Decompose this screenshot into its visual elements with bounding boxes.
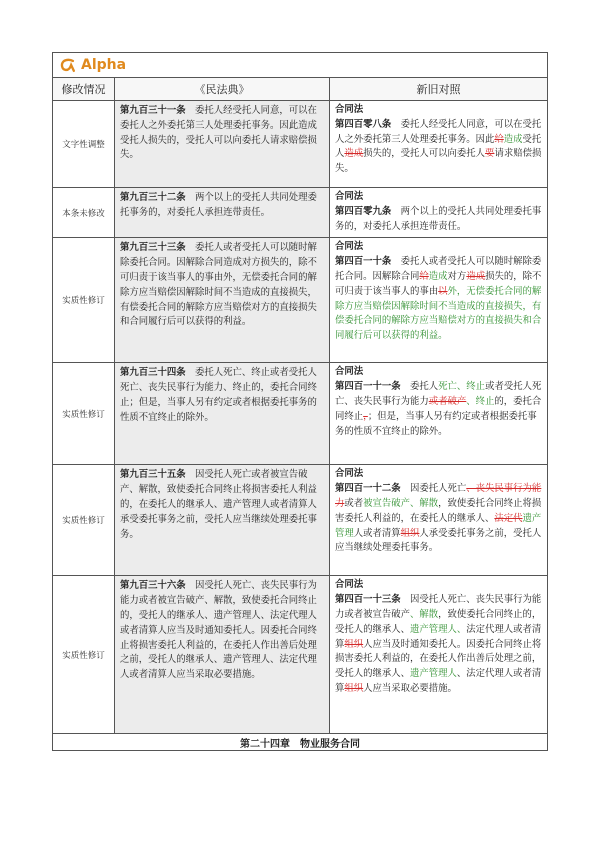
new-article-number: 第四百一十三条 <box>335 594 401 606</box>
unchanged-text: 因受托人死亡、丧失民事行为能力或者被宣告破产 <box>335 594 542 620</box>
civil-code-cell <box>115 188 330 238</box>
added-text: 外，无偿委托合同的解除方应当赔偿因解除时间不当造成的直接损失，有偿委托合同的解除方应当赔偿对方的直接损失和合同履行后可以获得的利益。 <box>335 285 542 342</box>
header-comparison: 新旧对照 <box>330 78 548 101</box>
old-article-number: 第九百三十五条 <box>120 469 186 481</box>
unchanged-text: 的，委托合同终止 <box>335 395 542 422</box>
unchanged-text: 人承受委托事务之前，受托人应当继续处理委托事务。 <box>335 527 542 554</box>
civil-code-cell <box>115 363 330 465</box>
unchanged-text: 请求赔偿损失。 <box>335 148 542 175</box>
table-row <box>53 465 548 576</box>
old-article-text: 因受托人死亡或者被宣告破产、解散，致使委托合同终止将损害委托人利益的，在委托人的继承人、遗产管理人或者清算人承受委托事务之前，受托人应当继续处理委托事务。 <box>120 469 317 540</box>
old-article-number: 第九百三十三条 <box>120 242 186 254</box>
header-civil-code: 《民法典》 <box>115 78 330 101</box>
deleted-text: 组织 <box>344 682 364 694</box>
unchanged-text: 人应当及时通知委托人。因委托合同终止将损害委托人利益的，在委托人作出善后处理之前，受托人的继承人、 <box>335 638 542 680</box>
alpha-logo-icon <box>59 56 77 74</box>
unchanged-text: 或者 <box>344 497 364 509</box>
added-text: 、终止 <box>466 395 495 407</box>
old-article-number: 第九百三十二条 <box>120 192 186 203</box>
old-article-text: 委托人死亡、终止或者受托人死亡、丧失民事行为能力、终止的，委托合同终止；但是，当事人另有约定或者根据委托事务的性质不宜终止的除外。 <box>120 367 317 423</box>
unchanged-text: 损失的，受托人可以向委托人 <box>363 148 486 160</box>
added-text: 、解散 <box>410 608 439 620</box>
new-article-number: 第四百一十条 <box>335 256 392 268</box>
unchanged-text: ，致使委托合同终止将损害委托人利益的，在委托人的继承人、 <box>335 497 542 524</box>
new-article-number: 第四百零九条 <box>335 205 392 217</box>
old-law-cell <box>330 238 548 363</box>
added-text: 遗产管理 <box>335 512 542 539</box>
deleted-text: 组织 <box>400 527 420 539</box>
comparison-table <box>52 77 548 751</box>
unchanged-text: 委托人经受托人同意，可以在受托人之外委托第三人处理委托事务。因此 <box>335 118 542 145</box>
unchanged-text: 、法定代理人或者清算 <box>335 668 542 694</box>
old-law-cell <box>330 101 548 188</box>
law-name: 合同法 <box>335 366 364 378</box>
added-text: 死亡、终止 <box>438 381 486 393</box>
new-article-number: 第四百一十一条 <box>335 381 401 393</box>
deleted-text: 、丧失民事行为能力 <box>335 483 542 509</box>
unchanged-text: 或者受托人死亡、丧失民事行为能力 <box>335 381 542 407</box>
law-name: 合同法 <box>335 468 364 480</box>
deleted-text: 给 <box>494 133 504 145</box>
new-article-number: 第四百一十二条 <box>335 483 401 495</box>
added-text: 被宣告破产、解散 <box>363 497 439 509</box>
civil-code-cell <box>115 101 330 188</box>
old-article-text: 委托人经受托人同意，可以在委托人之外委托第三人处理委托事务。因此造成受托人损失的，受托人可以向委托人请求赔偿损失。 <box>120 105 317 161</box>
civil-code-cell <box>115 576 330 734</box>
deleted-text: 以 <box>438 285 448 297</box>
unchanged-text: ，致使委托合同终止的，受托人的继承人、 <box>335 608 542 635</box>
unchanged-text: 因委托人死亡 <box>410 483 467 495</box>
deleted-text: 法定代 <box>494 512 523 524</box>
unchanged-text: 两个以上的受托人共同处理委托事务的，对委托人承担连带责任。 <box>335 205 542 232</box>
deleted-text: 或者破产 <box>428 395 467 407</box>
chapter-heading: 第二十四章 物业服务合同 <box>53 734 548 751</box>
old-article-text: 委托人或者受托人可以随时解除委托合同。因解除合同造成对方损失的，除不可归责于该当事人的事由外，无偿委托合同的解除方应当赔偿因解除时间不当造成的直接损失，有偿委托合同的解除方应当赔偿对方的直接损失和合同履行后可以获得的利益。 <box>120 242 317 328</box>
old-law-cell <box>330 576 548 734</box>
chapter-row <box>53 734 548 751</box>
old-law-cell <box>330 188 548 238</box>
unchanged-text: 人应当采取必要措施。 <box>363 682 457 694</box>
added-text: 遗产管理人、 <box>410 623 467 635</box>
deleted-text: 造成 <box>466 270 486 282</box>
change-type-cell: 文字性调整 <box>53 101 115 188</box>
table-row <box>53 363 548 465</box>
deleted-text: 造成 <box>344 148 364 160</box>
table-row <box>53 101 548 188</box>
deleted-text: ， <box>363 410 368 422</box>
added-text: 遗产管理人 <box>410 668 457 680</box>
table-row <box>53 188 548 238</box>
old-article-number: 第九百三十六条 <box>120 580 186 592</box>
law-name: 合同法 <box>335 104 364 115</box>
unchanged-text: 损失的，除不可归责于该当事人的事由 <box>335 270 542 297</box>
added-text: 造成 <box>428 270 448 282</box>
old-article-text: 因受托人死亡、丧失民事行为能力或者被宣告破产、解散，致使委托合同终止的，受托人的继承人、遗产管理人、法定代理人或者清算人应当及时通知委托人。因委托合同终止将损害委托人利益的，在委托人作出善后处理之前，受托人的继承人、遗产管理人、法定代理人或者清算人应当采取必要措施。 <box>120 580 317 681</box>
comparison-sheet <box>52 52 548 751</box>
change-type-cell: 实质性修订 <box>53 465 115 576</box>
table-row <box>53 238 548 363</box>
added-text: 造成 <box>503 133 523 145</box>
old-article-number: 第九百三十四条 <box>120 367 186 379</box>
law-name: 合同法 <box>335 191 364 202</box>
unchanged-text: 委托人 <box>410 381 439 393</box>
brand-name: Alpha <box>81 57 127 73</box>
old-law-cell <box>330 465 548 576</box>
old-article-number: 第九百三十一条 <box>120 105 186 116</box>
old-article-text: 两个以上的受托人共同处理委托事务的，对委托人承担连带责任。 <box>120 192 317 218</box>
change-type-cell: 实质性修订 <box>53 363 115 465</box>
new-article-number: 第四百零八条 <box>335 118 392 130</box>
unchanged-text: 委托人或者受托人可以随时解除委托合同。因解除合同 <box>335 256 542 282</box>
law-name: 合同法 <box>335 579 364 591</box>
change-type-cell: 实质性修订 <box>53 238 115 363</box>
unchanged-text: 人或者清算 <box>353 527 401 539</box>
change-type-cell: 本条未修改 <box>53 188 115 238</box>
old-law-cell <box>330 363 548 465</box>
brand-bar <box>52 52 548 77</box>
civil-code-cell <box>115 238 330 363</box>
unchanged-text: 受托人 <box>335 133 542 160</box>
deleted-text: 组织 <box>344 638 364 650</box>
change-type-cell: 实质性修订 <box>53 576 115 734</box>
header-change-type: 修改情况 <box>53 78 115 101</box>
unchanged-text: 法定代理人或者清算 <box>335 623 542 650</box>
unchanged-text: 对方 <box>447 270 467 282</box>
civil-code-cell <box>115 465 330 576</box>
unchanged-text: ；但是，当事人另有约定或者根据委托事务的性质不宜终止的除外。 <box>335 410 537 437</box>
law-name: 合同法 <box>335 241 364 253</box>
table-header-row <box>53 78 548 101</box>
deleted-text: 给 <box>419 270 429 282</box>
table-row <box>53 576 548 734</box>
deleted-text: 要 <box>485 148 495 160</box>
